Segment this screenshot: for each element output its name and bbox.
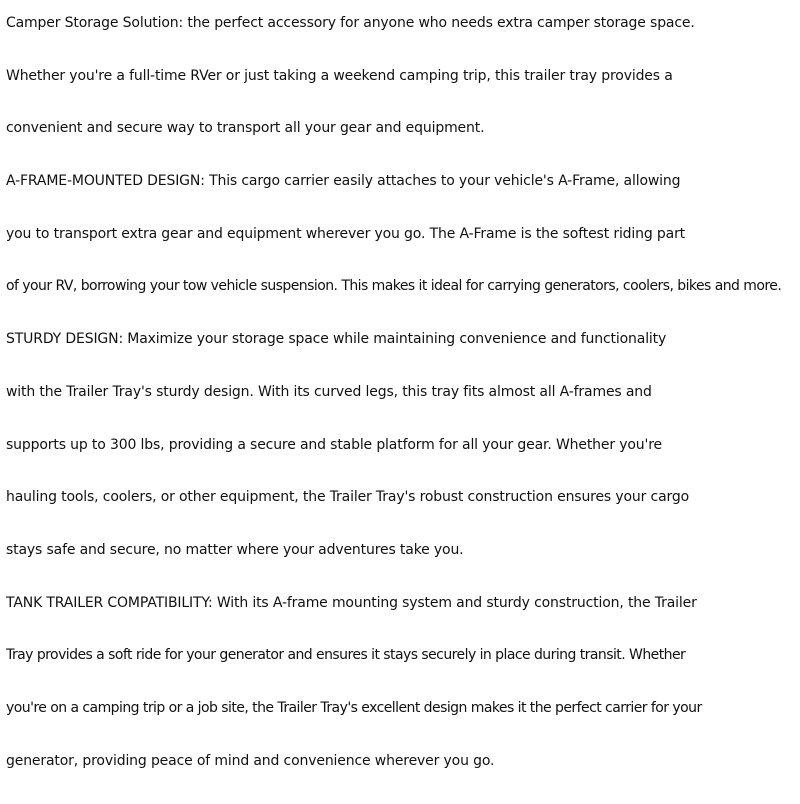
text-line: convenient and secure way to transport all your gear and equipment. — [6, 120, 485, 137]
text-line: TANK TRAILER COMPATIBILITY: With its A-frame mounting system and sturdy construction, the Trailer — [6, 594, 697, 611]
text-line: Whether you're a full-time RVer or just taking a weekend camping trip, this trailer tray provides a — [6, 67, 673, 84]
text-line: STURDY DESIGN: Maximize your storage space while maintaining convenience and functionality — [6, 331, 667, 348]
text-line: you're on a camping trip or a job site, the Trailer Tray's excellent design makes it the perfect carrier for your — [6, 699, 702, 716]
text-line: A-FRAME-MOUNTED DESIGN: This cargo carrier easily attaches to your vehicle's A-Frame, allowing — [6, 173, 681, 190]
text-line: stays safe and secure, no matter where your adventures take you. — [6, 541, 464, 558]
text-line: you to transport extra gear and equipment wherever you go. The A-Frame is the softest riding part — [6, 225, 686, 242]
text-line: Tray provides a soft ride for your generator and ensures it stays securely in place during transit. Whether — [6, 647, 686, 664]
text-line: supports up to 300 lbs, providing a secure and stable platform for all your gear. Whether you're — [6, 436, 662, 453]
document-body — [6, 14, 796, 804]
text-line: Camper Storage Solution: the perfect accessory for anyone who needs extra camper storage space. — [6, 15, 695, 31]
text-line: of your RV, borrowing your tow vehicle suspension. This makes it ideal for carrying generators, coolers, bikes and more. — [6, 278, 782, 295]
text-line: with the Trailer Tray's sturdy design. With its curved legs, this tray fits almost all A-frames and — [6, 383, 652, 400]
text-line: hauling tools, coolers, or other equipment, the Trailer Tray's robust construction ensures your cargo — [6, 489, 690, 506]
text-line: generator, providing peace of mind and convenience wherever you go. — [6, 752, 495, 769]
